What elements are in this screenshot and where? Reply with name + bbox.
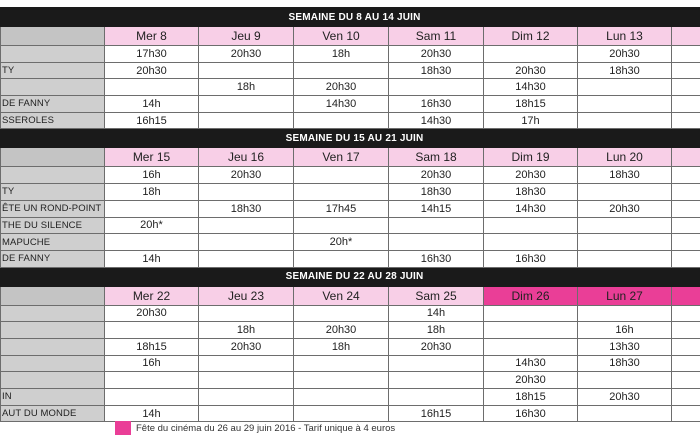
showtime-cell [672,184,700,201]
showtime-cell [672,338,700,355]
film-row [1,184,700,201]
showtime-cell [105,322,199,339]
showtime-cell [294,305,389,322]
showtime-cell [199,112,294,129]
showtime-cell: 14h30 [294,96,389,113]
film-title: THE DU SILENCE [1,217,105,234]
showtime-cell [199,217,294,234]
film-title [1,167,105,184]
day-header: Ven 24 [294,286,389,305]
showtime-cell [389,355,484,372]
day-header: Lun 20 [578,148,672,167]
day-header: Jeu 16 [199,148,294,167]
week-title: SEMAINE DU 22 AU 28 JUIN [1,267,700,286]
showtime-cell [389,234,484,251]
film-title: AUT DU MONDE [1,405,105,422]
day-header: Dim 26 [484,286,578,305]
showtime-cell [105,200,199,217]
showtime-cell [199,250,294,267]
showtime-cell: 20h30 [105,62,199,79]
showtime-cell [672,167,700,184]
day-header: Mer 15 [105,148,199,167]
showtime-cell [578,372,672,389]
film-row [1,167,700,184]
showtime-cell [672,112,700,129]
showtime-cell: 14h30 [484,200,578,217]
film-title [1,322,105,339]
showtime-cell: 18h30 [578,167,672,184]
showtime-cell [294,389,389,406]
day-header: Jeu 23 [199,286,294,305]
day-header: Sam 11 [389,27,484,46]
week-header-row [1,267,700,286]
showtime-cell [294,355,389,372]
showtime-cell: 18h15 [484,96,578,113]
showtime-cell [294,167,389,184]
film-row [1,305,700,322]
showtime-cell: 14h30 [484,355,578,372]
showtime-cell [199,355,294,372]
showtime-cell [389,79,484,96]
showtime-cell: 20h30 [294,322,389,339]
showtime-cell: 18h [105,184,199,201]
showtime-cell: 14h [105,96,199,113]
film-title [1,338,105,355]
showtime-cell: 20h30 [578,200,672,217]
showtime-cell: 20h30 [484,167,578,184]
showtime-cell [672,405,700,422]
film-title: TY [1,184,105,201]
showtime-cell [578,79,672,96]
showtime-cell [578,234,672,251]
film-title: TY [1,62,105,79]
showtime-cell [105,389,199,406]
day-header: Ven 10 [294,27,389,46]
showtime-cell [294,217,389,234]
legend [115,420,395,436]
day-header [672,286,700,305]
showtime-cell: 18h30 [578,355,672,372]
showtime-cell: 17h45 [294,200,389,217]
week-header-row [1,8,700,27]
week-header-row [1,129,700,148]
showtime-cell: 18h30 [199,200,294,217]
showtime-cell: 18h30 [484,184,578,201]
showtime-cell [672,322,700,339]
showtime-cell [199,234,294,251]
showtime-cell: 16h15 [389,405,484,422]
film-row [1,355,700,372]
showtime-cell [672,217,700,234]
showtime-cell: 18h [199,79,294,96]
film-row [1,217,700,234]
showtime-cell: 14h30 [389,112,484,129]
film-row [1,46,700,63]
showtime-cell: 20h30 [199,46,294,63]
showtime-cell: 20h30 [199,167,294,184]
day-header [672,27,700,46]
legend-text: Fête du cinéma du 26 au 29 juin 2016 - Tarif unique à 4 euros [136,422,396,434]
showtime-cell [105,79,199,96]
showtime-cell: 16h15 [105,112,199,129]
film-column-header [1,27,105,46]
showtime-cell: 20h30 [484,62,578,79]
film-row [1,372,700,389]
showtime-cell [672,96,700,113]
showtime-cell [105,234,199,251]
showtime-cell [578,305,672,322]
film-row [1,79,700,96]
day-header-row [1,286,700,305]
showtime-cell: 14h15 [389,200,484,217]
showtime-cell: 16h30 [484,250,578,267]
showtime-cell: 16h30 [389,250,484,267]
showtime-cell [484,338,578,355]
showtime-cell [484,322,578,339]
showtime-cell: 16h30 [484,405,578,422]
day-header: Dim 12 [484,27,578,46]
showtime-cell [672,372,700,389]
film-row [1,62,700,79]
showtime-cell [578,217,672,234]
showtime-cell [105,372,199,389]
showtime-cell: 20h30 [294,79,389,96]
film-title: ÊTE UN ROND-POINT [1,200,105,217]
showtime-cell [389,389,484,406]
film-row [1,234,700,251]
film-row [1,250,700,267]
festival-color-swatch [115,421,131,435]
day-header [672,148,700,167]
film-column-header [1,148,105,167]
film-title: SSEROLES [1,112,105,129]
showtime-cell [578,112,672,129]
showtime-cell [672,305,700,322]
film-title [1,372,105,389]
schedule-table [0,7,700,422]
showtime-cell [578,96,672,113]
day-header: Dim 19 [484,148,578,167]
showtime-cell: 20h30 [199,338,294,355]
film-row [1,200,700,217]
showtime-cell: 18h [389,322,484,339]
showtime-cell: 20h* [294,234,389,251]
day-header: Mer 8 [105,27,199,46]
showtime-cell [672,200,700,217]
day-header: Sam 18 [389,148,484,167]
day-header: Sam 25 [389,286,484,305]
film-title: MAPUCHE [1,234,105,251]
showtime-cell [484,46,578,63]
showtime-cell [672,79,700,96]
showtime-cell [578,250,672,267]
film-row [1,322,700,339]
film-title [1,355,105,372]
showtime-cell: 20h* [105,217,199,234]
showtime-cell: 17h30 [105,46,199,63]
showtime-cell [294,250,389,267]
showtime-cell [199,389,294,406]
film-row [1,389,700,406]
day-header-row [1,148,700,167]
showtime-cell [578,184,672,201]
showtime-cell: 18h30 [578,62,672,79]
film-row [1,112,700,129]
showtime-cell [672,62,700,79]
showtime-cell [484,305,578,322]
day-header: Lun 13 [578,27,672,46]
showtime-cell [389,372,484,389]
showtime-cell: 16h [105,167,199,184]
showtime-cell: 18h30 [389,184,484,201]
showtime-cell [199,184,294,201]
showtime-cell [672,46,700,63]
day-header-row [1,27,700,46]
film-title [1,305,105,322]
showtime-cell [294,372,389,389]
showtime-cell: 14h30 [484,79,578,96]
day-header: Mer 22 [105,286,199,305]
film-title: DE FANNY [1,250,105,267]
film-row [1,338,700,355]
showtime-cell [484,234,578,251]
film-column-header [1,286,105,305]
week-title: SEMAINE DU 15 AU 21 JUIN [1,129,700,148]
showtime-cell [199,305,294,322]
showtime-cell [578,405,672,422]
showtime-cell: 16h [578,322,672,339]
day-header: Jeu 9 [199,27,294,46]
week-title: SEMAINE DU 8 AU 14 JUIN [1,8,700,27]
showtime-cell: 13h30 [578,338,672,355]
showtime-cell: 20h30 [484,372,578,389]
showtime-cell: 20h30 [578,389,672,406]
showtime-cell [672,234,700,251]
showtime-cell [294,184,389,201]
showtime-cell [294,112,389,129]
day-header: Ven 17 [294,148,389,167]
showtime-cell: 20h30 [389,167,484,184]
showtime-cell [672,355,700,372]
showtime-cell: 18h [294,338,389,355]
showtime-cell: 16h30 [389,96,484,113]
film-title [1,79,105,96]
showtime-cell [672,250,700,267]
showtime-cell: 14h [105,405,199,422]
film-row [1,96,700,113]
film-title: DE FANNY [1,96,105,113]
showtime-cell: 20h30 [389,338,484,355]
showtime-cell [294,62,389,79]
showtime-cell [199,96,294,113]
showtime-cell: 18h [294,46,389,63]
showtime-cell: 14h [105,250,199,267]
showtime-cell [389,217,484,234]
film-title [1,46,105,63]
showtime-cell [199,62,294,79]
showtime-cell [484,217,578,234]
showtime-cell: 18h30 [389,62,484,79]
showtime-cell: 16h [105,355,199,372]
day-header: Lun 27 [578,286,672,305]
showtime-cell: 20h30 [389,46,484,63]
showtime-cell: 20h30 [578,46,672,63]
showtime-cell: 18h15 [484,389,578,406]
showtime-cell: 14h [389,305,484,322]
film-title: IN [1,389,105,406]
showtime-cell: 18h15 [105,338,199,355]
showtime-cell: 18h [199,322,294,339]
showtime-cell [199,372,294,389]
showtime-cell: 17h [484,112,578,129]
showtime-cell [672,389,700,406]
showtime-cell: 20h30 [105,305,199,322]
